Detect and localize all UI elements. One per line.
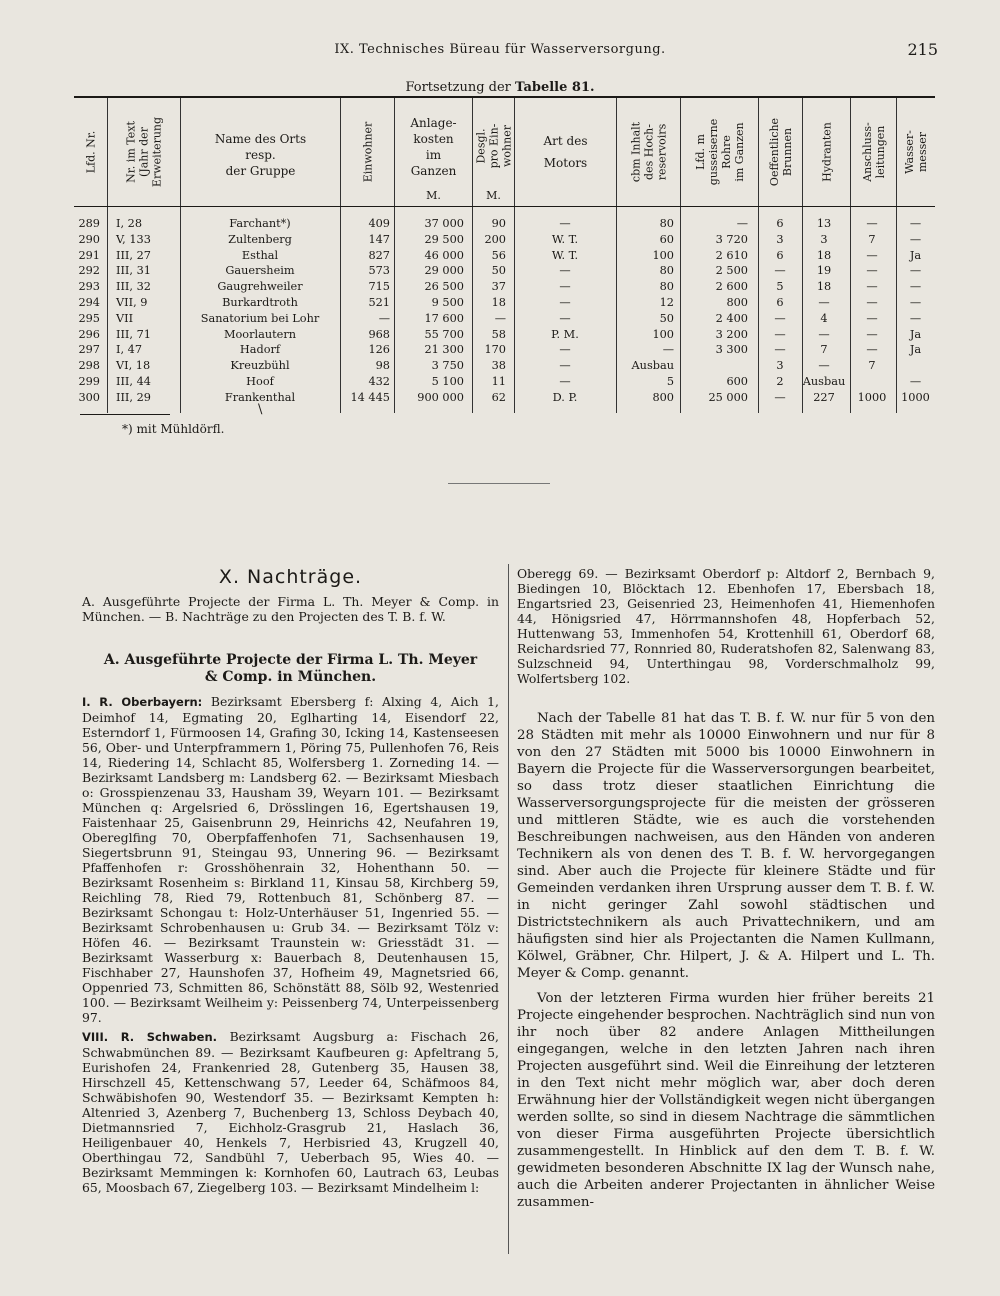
- cell-einw: 409: [368, 217, 390, 230]
- cell-cbm: 100: [652, 327, 674, 341]
- cell-pro: 90: [491, 217, 506, 230]
- cell-motor: P. M.: [551, 327, 579, 341]
- table-row: [74, 280, 935, 294]
- cell-hydr: —: [818, 359, 830, 373]
- page-number: 215: [907, 40, 938, 59]
- table-row: [74, 233, 935, 247]
- cell-brunnen: 2: [776, 375, 784, 388]
- cell-kosten: 3 750: [431, 359, 464, 373]
- cell-ansch: —: [866, 296, 878, 309]
- cell-lfd: 295: [78, 311, 100, 325]
- cell-einw: 147: [368, 232, 390, 246]
- cell-brunnen: —: [774, 343, 786, 357]
- cell-ansch: —: [866, 264, 878, 278]
- cell-motor: —: [559, 311, 571, 325]
- cell-wasser: —: [909, 280, 922, 294]
- cell-pro: 58: [491, 327, 506, 341]
- cell-pro: 50: [491, 264, 506, 278]
- cell-text: III, 44: [116, 375, 151, 388]
- cell-brunnen: 3: [776, 359, 784, 373]
- cell-cbm: 80: [659, 217, 674, 230]
- left-column: [82, 566, 499, 1195]
- cell-hydr: —: [818, 296, 830, 309]
- cell-kosten: 29 500: [424, 232, 464, 246]
- caption-table-ref: Tabelle 81.: [515, 80, 595, 95]
- cell-lfd: 291: [78, 248, 100, 262]
- cell-motor: W. T.: [551, 248, 579, 262]
- cell-ansch: 7: [868, 359, 876, 373]
- cell-name: Moorlautern: [223, 327, 297, 341]
- table-header: [74, 98, 935, 206]
- cell-wasser: 1000: [901, 390, 930, 404]
- cell-text: V, 133: [116, 232, 151, 246]
- cell-name: Kreuzbühl: [230, 359, 290, 373]
- cell-pro: —: [494, 311, 506, 325]
- cell-motor: —: [559, 359, 571, 373]
- cell-name: Hoof: [246, 375, 274, 388]
- table-row: [74, 343, 935, 357]
- cell-hydr: 3: [820, 232, 828, 246]
- cell-lfd: 293: [78, 280, 100, 294]
- cell-einw: 968: [368, 327, 390, 341]
- header-brunnen: Oeffentliche Brunnen: [758, 98, 802, 206]
- cell-einw: 432: [368, 375, 390, 388]
- header-cbm: cbm Inhalt des Hoch- reservoirs: [616, 98, 680, 206]
- cell-name: Frankenthal: [224, 390, 296, 404]
- cell-rohre: 2 500: [715, 264, 748, 278]
- section-contents: A. Ausgeführte Projecte der Firma L. Th. Meyer & Comp. in München. — B. Nachträge zu den Projecten des T. B. f. W.: [82, 594, 499, 624]
- cell-hydr: 13: [816, 217, 832, 230]
- cell-lfd: 290: [78, 232, 100, 246]
- paragraph-oberbayern: I. R. Oberbayern: Bezirksamt Ebersberg f: Alxing 4, Aich 1, Deimhof 14, Egmating 20, Eglharting 14, Eisendorf 22, Esterndorf 1, Fürmoosen 14, Grafing 30, Icking 14, Kastenseesen 56, Ober- und Unterpframmern 1, Pöring 75, Pullenhofen 76, Reis 14, Riedering 14, Schlacht 85, Wolfersberg 1. Zorneding 14. — Bezirksamt Landsberg m: Landsberg 62. — Bezirksamt Miesbach o: Grosspienzenau 33, Hausham 39, Weyarn 101. — Bezirksamt München q: Argelsried 6, Drösslingen 16, Egertshausen 19, Faistenhaar 25, Gaisenbrunn 29, Heinrichs 42, Neufahren 19, Obereglfing 70, Oberpfaffenhofen 71, Sachsenhausen 19, Siegertsbrunn 91, Steingau 93, Unnering 96. — Bezirksamt Pfaffenhofen r: Grosshöhenrain 32, Hohenthann 50. — Bezirksamt Rosenheim s: Birkland 11, Kinsau 58, Kirchberg 59, Reichling 78, Ried 79, Rottenbuch 81, Schönberg 87. — Bezirksamt Schongau t: Holz-Unterhäuser 51, Ingenried 55. — Bezirksamt Schrobenhausen u: Grub 34. — Bezirksamt Tölz v: Höfen 46. — Bezirksamt Traunstein w: Griesstädt 31. — Bezirksamt Wasserburg x: Bauerbach 8, Deutenhausen 15, Fischhaber 27, Haunshofen 37, Hofheim 49, Magnetsried 66, Oppenried 73, Schmitten 86, Schönstätt 88, Sölb 92, Westenried 100. — Bezirksamt Weilheim y: Peissenberg 74, Unterpeissenberg 97.: [82, 694, 499, 1025]
- cell-brunnen: —: [774, 327, 786, 341]
- cell-brunnen: 6: [776, 217, 784, 230]
- caption-prefix: Fortsetzung der: [405, 80, 511, 95]
- cell-rohre: 3 200: [715, 327, 748, 341]
- table-row: [74, 264, 935, 278]
- right-column: [517, 566, 935, 1219]
- cell-pro: 11: [491, 375, 506, 388]
- table-row: [74, 217, 935, 231]
- cell-text: III, 32: [116, 280, 151, 294]
- cell-einw: 126: [368, 343, 390, 357]
- section-title: X. Nachträge.: [218, 566, 363, 588]
- cell-ansch: —: [866, 311, 878, 325]
- cell-pro: 200: [484, 232, 506, 246]
- cell-name: Sanatorium bei Lohr: [200, 311, 320, 325]
- cell-text: III, 27: [116, 248, 151, 262]
- cell-wasser: —: [909, 375, 922, 388]
- cell-cbm: 50: [659, 311, 674, 325]
- cell-text: III, 71: [116, 327, 151, 341]
- cell-wasser: Ja: [909, 343, 922, 357]
- header-einwohner: Einwohner: [340, 98, 394, 206]
- cell-pro: 18: [491, 296, 506, 309]
- cell-rohre: 3 300: [715, 343, 748, 357]
- cell-lfd: 297: [78, 343, 100, 357]
- cell-text: I, 47: [116, 343, 143, 357]
- cell-wasser: —: [909, 296, 922, 309]
- cell-motor: —: [559, 296, 571, 309]
- cell-hydr: 18: [816, 248, 832, 262]
- cell-einw: 827: [368, 248, 390, 262]
- cell-name: Gaugrehweiler: [217, 280, 303, 294]
- cell-brunnen: —: [774, 390, 786, 404]
- cell-kosten: 37 000: [424, 217, 464, 230]
- paragraph-body-2: Von der letzteren Firma wurden hier früher bereits 21 Projecte eingehender besprochen. Nachträglich sind nun von ihr noch über 82 andere Anlagen Mittheilungen eingegangen, welche in den letzten Jahren nach ihren Projecten ausgeführt sind. Weil die Einreihung der letzteren in den Text nicht mehr möglich war, aber doch deren Erwähnung hier der Vollständigkeit wegen nicht übergangen werden sollte, so sind in diesem Nachtrage die sämmtlichen von dieser Firma ausgeführten Projecte übersichtlich zusammengestellt. In Hinblick auf den dem T. B. f. W. gewidmeten besonderen Abschnitte IX lag der Wunsch nahe, auch die Arbeiten anderer Projectanten in ähnlicher Weise zusammen-: [517, 991, 935, 1210]
- cell-cbm: 80: [659, 280, 674, 294]
- cell-lfd: 298: [78, 359, 100, 373]
- cell-einw: —: [378, 311, 390, 325]
- data-table: [74, 96, 935, 413]
- cell-rohre: —: [736, 217, 748, 230]
- cell-cbm: 800: [652, 390, 674, 404]
- cell-cbm: 100: [652, 248, 674, 262]
- cell-einw: 521: [368, 296, 390, 309]
- cell-hydr: 19: [816, 264, 832, 278]
- cell-brunnen: 5: [776, 280, 784, 294]
- paragraph-schwaben: VIII. R. Schwaben. Bezirksamt Augsburg a: Fischach 26, Schwabmünchen 89. — Bezirksamt Kaufbeuren g: Apfeltrang 5, Eurishofen 24, Frankenried 28, Gutenberg 35, Hausen 38, Hirschzell 45, Kettenschwang 57, Leeder 64, Schäfmoos 84, Schwäbishofen 90, Westendorf 35. — Bezirksamt Kempten h: Altenried 3, Azenberg 7, Buchenberg 13, Schloss Deybach 40, Dietmannsried 7, Eichholz-Grasgrub 21, Haslach 36, Heiligenbauer 40, Henkels 7, Herbisried 43, Krugzell 40, Oberthingau 72, Sandbühl 7, Ueberbach 95, Wies 40. — Bezirksamt Memmingen k: Kornhofen 60, Lautrach 63, Leubas 65, Moosbach 67, Ziegelberg 103. — Bezirksamt Mindelheim l:: [82, 1029, 499, 1195]
- cell-name: Burkardtroth: [222, 296, 298, 309]
- cell-kosten: 5 100: [431, 375, 464, 388]
- cell-rohre: 3 720: [715, 232, 748, 246]
- cell-brunnen: —: [774, 311, 786, 325]
- cell-text: III, 31: [116, 264, 151, 278]
- cell-pro: 170: [484, 343, 506, 357]
- column-divider: [508, 564, 509, 1254]
- cell-rohre: 25 000: [708, 390, 748, 404]
- cell-ansch: —: [866, 280, 878, 294]
- header-pro-einwohner: Desgl. pro Ein- wohner M.: [472, 98, 514, 206]
- cell-motor: W. T.: [551, 232, 579, 246]
- cell-kosten: 21 300: [424, 343, 464, 357]
- table-row: [74, 359, 935, 373]
- cell-cbm: 5: [666, 375, 674, 388]
- cell-lfd: 296: [78, 327, 100, 341]
- cell-brunnen: 6: [776, 248, 784, 262]
- cell-kosten: 46 000: [424, 248, 464, 262]
- running-title: IX. Technisches Büreau für Wasserversorgung.: [334, 42, 666, 57]
- section-separator: [448, 483, 550, 484]
- header-kosten: Anlage- kosten im Ganzen M.: [394, 98, 472, 206]
- header-wassermesser: Wasser- messer: [896, 98, 935, 206]
- cell-lfd: 300: [78, 390, 100, 404]
- cell-motor: —: [559, 264, 571, 278]
- table-foot-rule: [80, 414, 170, 415]
- cell-text: I, 28: [116, 217, 143, 230]
- table-body: [74, 207, 935, 413]
- cell-kosten: 55 700: [424, 327, 464, 341]
- cell-hydr: 4: [820, 311, 828, 325]
- page-header: [0, 42, 1000, 66]
- cell-text: III, 29: [116, 390, 151, 404]
- cell-wasser: —: [909, 311, 922, 325]
- cell-pro: 62: [491, 390, 506, 404]
- table-row: [74, 312, 935, 326]
- cell-hydr: 227: [813, 390, 835, 404]
- cell-motor: —: [559, 217, 571, 230]
- cell-cbm: 12: [659, 296, 674, 309]
- cell-kosten: 900 000: [417, 390, 464, 404]
- cell-brunnen: 3: [776, 232, 784, 246]
- cell-ansch: 1000: [857, 390, 887, 404]
- cell-kosten: 17 600: [424, 311, 464, 325]
- paragraph-body-1: Nach der Tabelle 81 hat das T. B. f. W. nur für 5 von den 28 Städten mit mehr als 10000 Einwohnern und nur für 8 von den 27 Städten mit 5000 bis 10000 Einwohnern in Bayern die Projecte für die Wasserversorgungen bearbeitet, so dass trotz dieser staatlichen Einrichtung die Wasserversorgungsprojecte für die meisten der grösseren und mittleren Städte, wie es auch die vorstehenden Beschreibungen nachweisen, aus den Händen von anderen Technikern als von denen des T. B. f. W. hervorgegangen sind. Aber auch die Projecte für kleinere Städte und für Gemeinden verdanken ihren Ursprung ausser dem T. B. f. W. in nicht geringer Zahl sowohl städtischen und Districtstechnikern als auch Privattechnikern, und am häufigsten sind hier als Projectanten die Namen Kullmann, Kölwel, Gräbner, Chr. Hilpert, J. & A. Hilpert und L. Th. Meyer & Comp. genannt.: [517, 711, 935, 981]
- cell-wasser: Ja: [909, 327, 922, 341]
- cell-ansch: —: [866, 343, 878, 357]
- table-row: [74, 391, 935, 405]
- header-rohre: Lfd. m gusseiserne Rohre im Ganzen: [680, 98, 758, 206]
- cell-ansch: —: [866, 248, 878, 262]
- header-hydranten: Hydranten: [802, 98, 850, 206]
- header-text-ref: Nr. im Text (Jahr der Erweiterung: [107, 98, 180, 206]
- cell-einw: 573: [368, 264, 390, 278]
- header-name: Name des Orts resp. der Gruppe: [180, 98, 340, 206]
- cell-wasser: —: [909, 217, 922, 230]
- cell-motor: D. P.: [552, 390, 578, 404]
- paragraph-continuation: Oberegg 69. — Bezirksamt Oberdorf p: Altdorf 2, Bernbach 9, Biedingen 10, Blöcktach 12. Ebenhofen 17, Ebersbach 18, Engartsried 23, Geisenried 23, Heimenhofen 41, Hiemenhofen 44, Hönigsried 47, Hörrmannshofen 48, Hopferbach 52, Huttenwang 53, Immenhofen 54, Krottenhill 61, Oberdorf 68, Reichardsried 77, Ronnried 80, Ruderatshofen 82, Salenwang 83, Sulzschneid 94, Unterthingau 98, Vorderschmalholz 99, Wolfertsberg 102.: [517, 566, 935, 686]
- cell-ansch: —: [866, 217, 878, 230]
- cell-text: VI, 18: [116, 359, 151, 373]
- cell-hydr: 7: [820, 343, 828, 357]
- cell-name: Gauersheim: [225, 264, 295, 278]
- cell-hydr: 18: [816, 280, 832, 294]
- cell-brunnen: 6: [776, 296, 784, 309]
- cell-motor: —: [559, 343, 571, 357]
- stray-mark: \: [258, 402, 263, 417]
- cell-einw: 715: [368, 280, 390, 294]
- table-row: [74, 296, 935, 310]
- cell-rohre: 800: [726, 296, 748, 309]
- cell-brunnen: —: [774, 264, 786, 278]
- cell-einw: 98: [375, 359, 390, 373]
- cell-kosten: 9 500: [431, 296, 464, 309]
- table-caption: [0, 80, 1000, 95]
- cell-wasser: —: [909, 264, 922, 278]
- cell-rohre: 2 400: [715, 311, 748, 325]
- cell-lfd: 294: [78, 296, 100, 309]
- cell-pro: 38: [491, 359, 506, 373]
- cell-cbm: Ausbau: [631, 359, 674, 373]
- cell-lfd: 289: [78, 217, 100, 230]
- header-lfd: Lfd. Nr.: [84, 130, 97, 174]
- cell-hydr: Ausbau: [802, 375, 846, 388]
- cell-name: Hadorf: [239, 343, 281, 357]
- table-row: [74, 249, 935, 263]
- cell-cbm: —: [662, 343, 674, 357]
- cell-text: VII, 9: [116, 296, 148, 309]
- footnote: *) mit Mühldörfl.: [122, 422, 225, 436]
- cell-motor: —: [559, 280, 571, 294]
- cell-lfd: 292: [78, 264, 100, 278]
- cell-pro: 37: [491, 280, 506, 294]
- cell-cbm: 80: [659, 264, 674, 278]
- table-row: [74, 375, 935, 389]
- cell-hydr: —: [818, 327, 830, 341]
- cell-ansch: 7: [868, 232, 876, 246]
- header-anschluss: Anschluss- leitungen: [850, 98, 896, 206]
- table-row: [74, 328, 935, 342]
- cell-rohre: 2 600: [715, 280, 748, 294]
- cell-ansch: —: [866, 327, 878, 341]
- cell-name: Farchant*): [229, 217, 291, 230]
- cell-pro: 56: [491, 248, 506, 262]
- cell-motor: —: [559, 375, 571, 388]
- cell-wasser: —: [909, 232, 922, 246]
- cell-lfd: 299: [78, 375, 100, 388]
- cell-wasser: Ja: [909, 248, 922, 262]
- cell-kosten: 29 000: [424, 264, 464, 278]
- header-motor: Art des Motors: [514, 98, 616, 206]
- sub-heading: A. Ausgeführte Projecte der Firma L. Th. Meyer & Comp. in München.: [103, 652, 478, 685]
- cell-name: Esthal: [241, 248, 279, 262]
- cell-kosten: 26 500: [424, 280, 464, 294]
- cell-text: VII: [116, 311, 134, 325]
- cell-rohre: 600: [726, 375, 748, 388]
- cell-name: Zultenberg: [228, 232, 292, 246]
- cell-cbm: 60: [659, 232, 674, 246]
- cell-rohre: 2 610: [715, 248, 748, 262]
- cell-einw: 14 445: [350, 390, 390, 404]
